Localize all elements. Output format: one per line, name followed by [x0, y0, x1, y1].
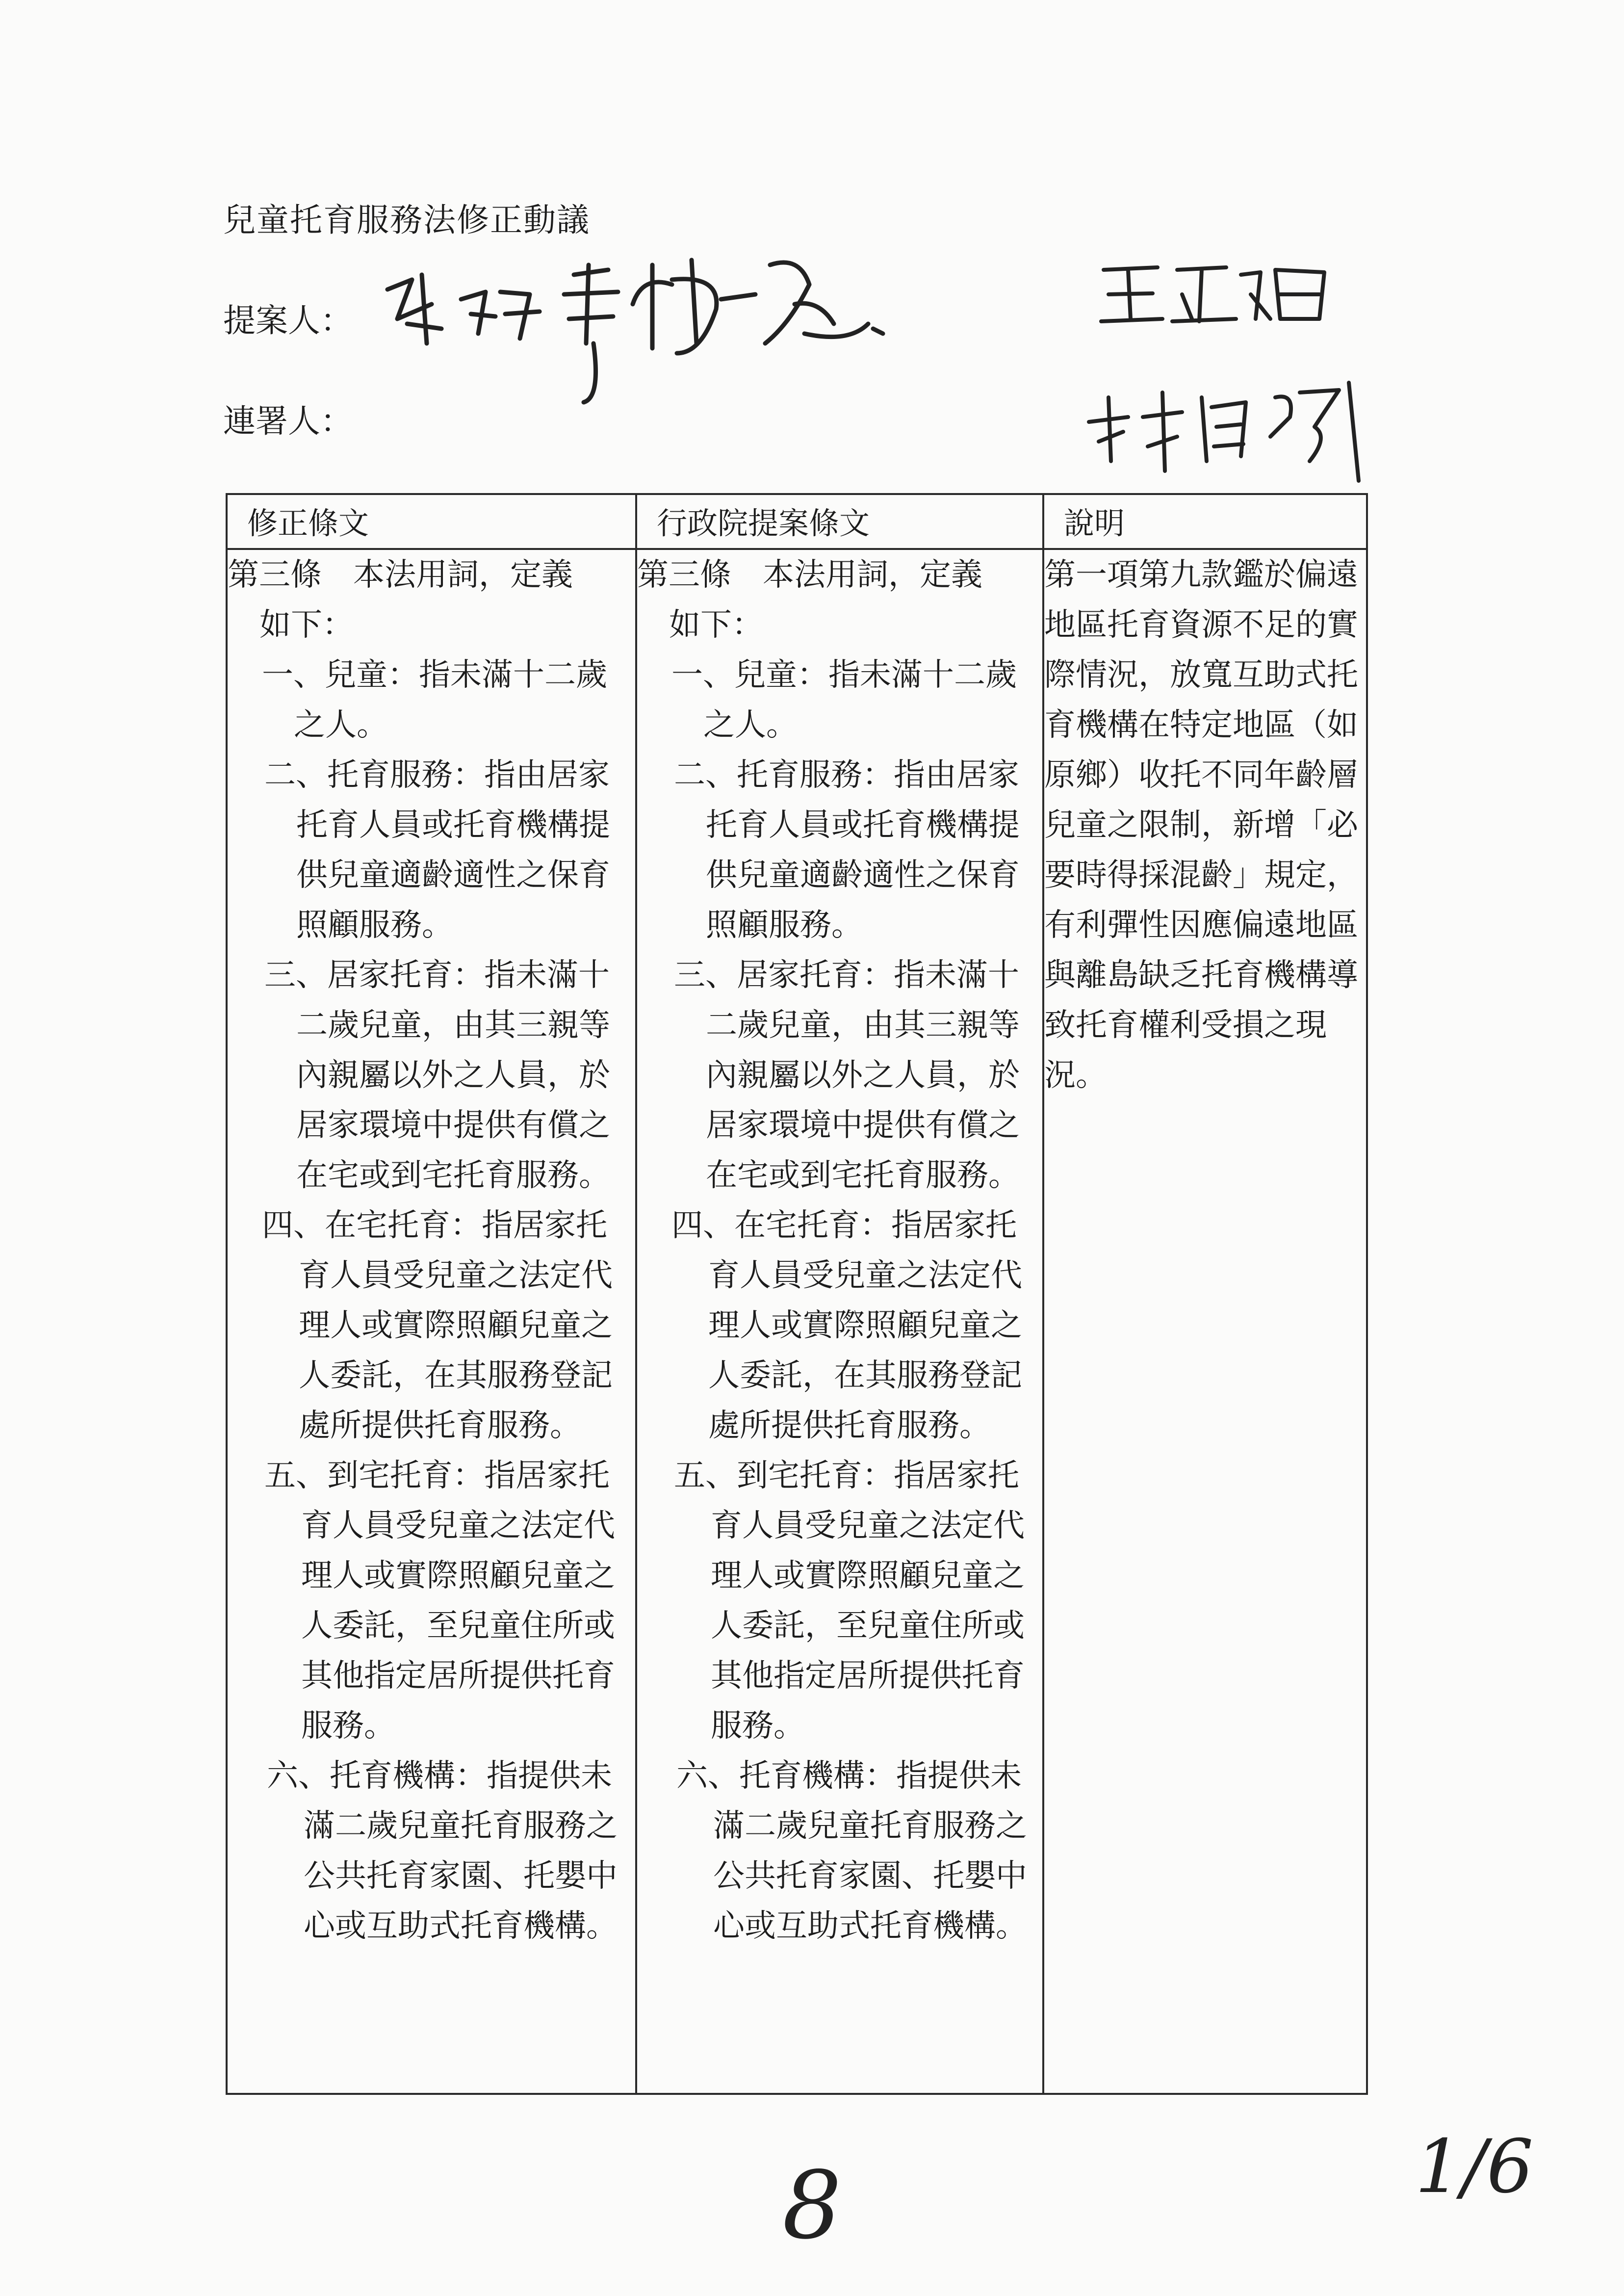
- definition-item: 五、到宅托育：指居家托育人員受兒童之法定代理人或實際照顧兒童之人委託，至兒童住所或其他指定居所提供托育服務。: [674, 1458, 1025, 1744]
- definition-item: 五、到宅托育：指居家托育人員受兒童之法定代理人或實際照顧兒童之人委託，至兒童住所或其他指定居所提供托育服務。: [264, 1458, 615, 1744]
- proposer-label: 提案人：: [223, 302, 353, 339]
- definition-item: 三、居家托育：指未滿十二歲兒童，由其三親等內親屬以外之人員，於居家環境中提供有償之在宅或到宅托育服務。: [264, 957, 610, 1194]
- header-amended: 修正條文: [227, 494, 636, 549]
- definition-item: 四、在宅托育：指居家托育人員受兒童之法定代理人或實際照顧兒童之人委託，在其服務登記處所提供托育服務。: [671, 1207, 1022, 1444]
- article-heading: 第三條 本法用詞，定義: [637, 557, 982, 593]
- definition-item: 一、兒童：指未滿十二歲之人。: [671, 657, 1017, 743]
- definition-item: 三、居家托育：指未滿十二歲兒童，由其三親等內親屬以外之人員，於居家環境中提供有償之在宅或到宅托育服務。: [674, 957, 1020, 1194]
- signature-strokes: [378, 245, 1040, 407]
- amended-text-cell: [227, 549, 636, 2094]
- proposer-signatures: [378, 245, 1040, 407]
- table-body-row: [227, 549, 1367, 2094]
- article-heading-cont: 如下：: [259, 607, 354, 643]
- table-header-row: [227, 494, 1367, 549]
- page-number: 8: [782, 2151, 842, 2260]
- sheet-count-mark: 1/6: [1415, 2124, 1534, 2210]
- document-title: 兒童托育服務法修正動議: [223, 201, 590, 239]
- signature-strokes: [1084, 363, 1388, 491]
- definition-item: 二、托育服務：指由居家托育人員或托育機構提供兒童適齡適性之保育照顧服務。: [674, 757, 1020, 943]
- definition-item: 六、托育機構：指提供未滿二歲兒童托育服務之公共托育家園、托嬰中心或互助式托育機構。: [267, 1758, 618, 1944]
- executive-text-cell: [636, 549, 1043, 2094]
- cosigner-signature-lin: [1084, 363, 1388, 491]
- proposer-signature-wang: [1094, 250, 1349, 334]
- definition-item: 四、在宅托育：指居家托育人員受兒童之法定代理人或實際照顧兒童之人委託，在其服務登記處所提供托育服務。: [262, 1207, 613, 1444]
- definition-item: 六、托育機構：指提供未滿二歲兒童托育服務之公共托育家園、托嬰中心或互助式托育機構。: [676, 1758, 1027, 1944]
- article-heading-cont: 如下：: [669, 607, 763, 643]
- cosigner-label: 連署人：: [223, 402, 353, 440]
- explanation-cell: 第一項第九款鑑於偏遠地區托育資源不足的實際情況，放寬互助式托育機構在特定地區（如原鄉）收托不同年齡層兒童之限制，新增「必要時得採混齡」規定，有利彈性因應偏遠地區與離島缺乏托育機構導致托育權利受損之現況。: [1043, 549, 1367, 2094]
- article-heading: 第三條 本法用詞，定義: [228, 557, 573, 593]
- definition-item: 一、兒童：指未滿十二歲之人。: [262, 657, 607, 743]
- header-executive: 行政院提案條文: [636, 494, 1043, 549]
- header-explanation: 說明: [1043, 494, 1367, 549]
- signature-strokes: [1094, 250, 1349, 334]
- amendment-comparison-table: [226, 493, 1368, 2095]
- definition-item: 二、托育服務：指由居家托育人員或托育機構提供兒童適齡適性之保育照顧服務。: [264, 757, 610, 943]
